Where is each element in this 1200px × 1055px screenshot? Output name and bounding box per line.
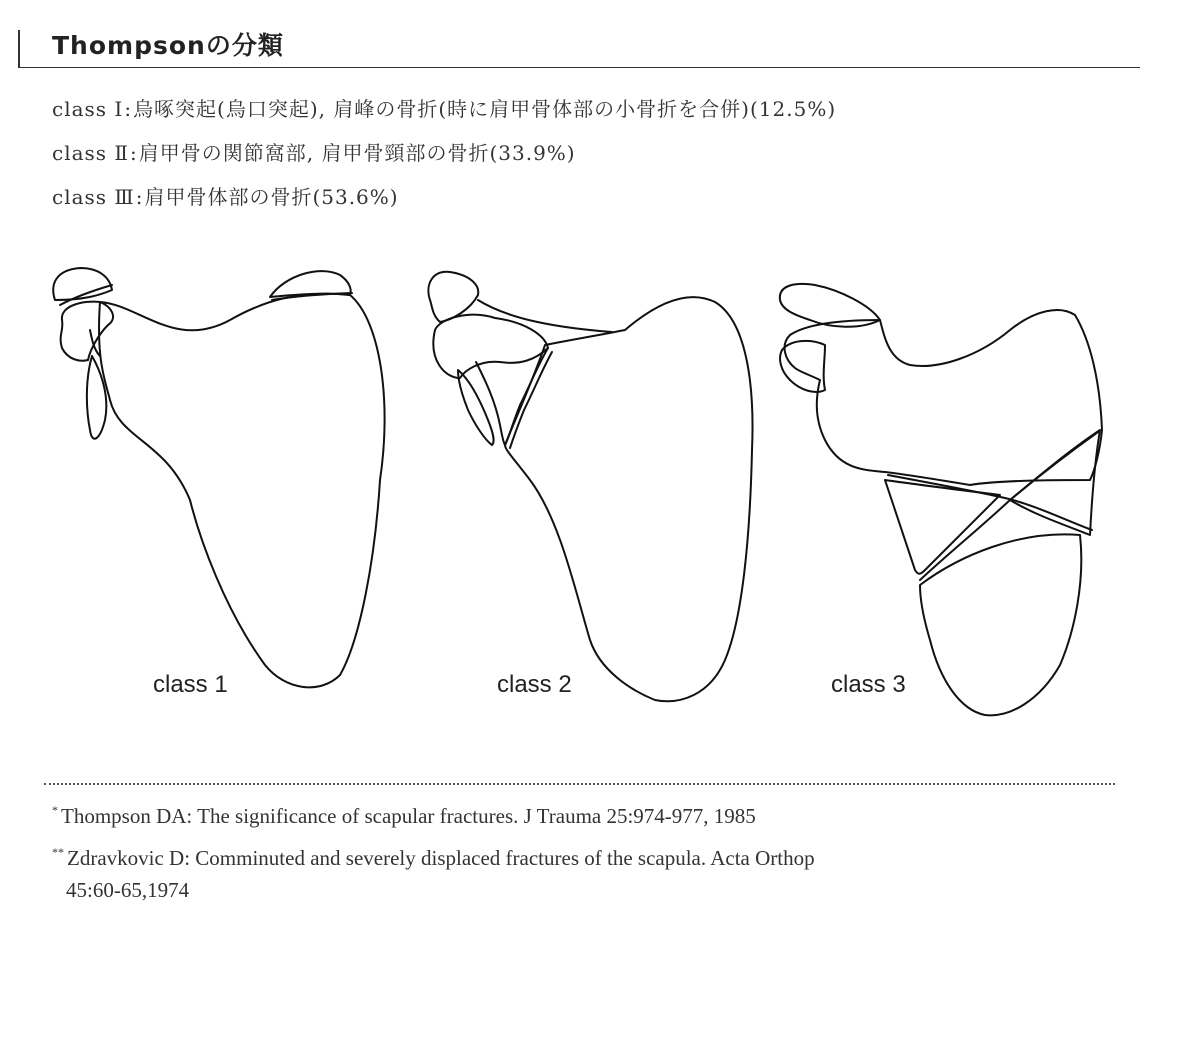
reference-1	[52, 803, 756, 829]
class-3-text: 肩甲骨体部の骨折(53.6%)	[144, 185, 399, 209]
reference-2-text: Zdravkovic D: Comminuted and severely displaced fractures of the scapula. Acta Orthop	[67, 846, 815, 870]
class-3-separator: :	[135, 185, 144, 209]
reference-2-continuation: 45:60-65,1974	[66, 878, 190, 902]
class-1-label: class Ⅰ	[52, 97, 124, 121]
page-title: Thompsonの分類	[52, 31, 284, 60]
figure-label-class-3: class 3	[831, 671, 906, 698]
reference-1-mark: *	[52, 803, 58, 817]
class-2-description	[52, 137, 576, 166]
scapula-class-3-fracture-line-2	[920, 432, 1098, 580]
scapula-fracture-diagram	[0, 230, 1200, 750]
scapula-class-3	[780, 284, 1102, 715]
scapula-class-3-right-fragment	[1010, 430, 1100, 535]
figure-label-class-1: class 1	[153, 671, 228, 698]
scapula-class-1-glenoid	[87, 356, 106, 439]
class-2-label: class Ⅱ	[52, 141, 129, 165]
scapula-class-1-body	[99, 294, 385, 688]
scapula-class-2-superior-border	[478, 300, 612, 332]
figure-label-class-2: class 2	[497, 671, 572, 698]
class-1-text: 烏啄突起(烏口突起), 肩峰の骨折(時に肩甲骨体部の小骨折を合併)(12.5%)	[133, 97, 837, 121]
title-bar-accent	[18, 30, 20, 67]
class-1-description	[52, 93, 836, 122]
reference-2	[52, 845, 815, 871]
class-2-separator: :	[130, 141, 138, 165]
class-2-text: 肩甲骨の関節窩部, 肩甲骨頸部の骨折(33.9%)	[138, 141, 576, 165]
reference-2-mark: **	[52, 845, 64, 859]
class-1-separator: :	[124, 97, 133, 121]
scapula-class-2-glenoid	[458, 370, 494, 445]
title-underline	[18, 67, 1140, 68]
scapula-class-1-coracoid	[61, 302, 113, 361]
scapula-class-3-lower-body	[920, 534, 1081, 715]
class-3-label: class Ⅲ	[52, 185, 135, 209]
reference-1-text: Thompson DA: The significance of scapular fractures. J Trauma 25:974-977, 1985	[61, 804, 756, 828]
scapula-class-2-coracoid	[433, 315, 548, 378]
scapula-class-1	[53, 268, 384, 687]
scapula-class-3-upper-body	[785, 310, 1102, 485]
scapula-class-2-neck-fracture-2	[510, 352, 552, 448]
class-3-description	[52, 181, 399, 210]
scapula-class-2	[428, 272, 752, 701]
reference-divider	[44, 783, 1115, 785]
